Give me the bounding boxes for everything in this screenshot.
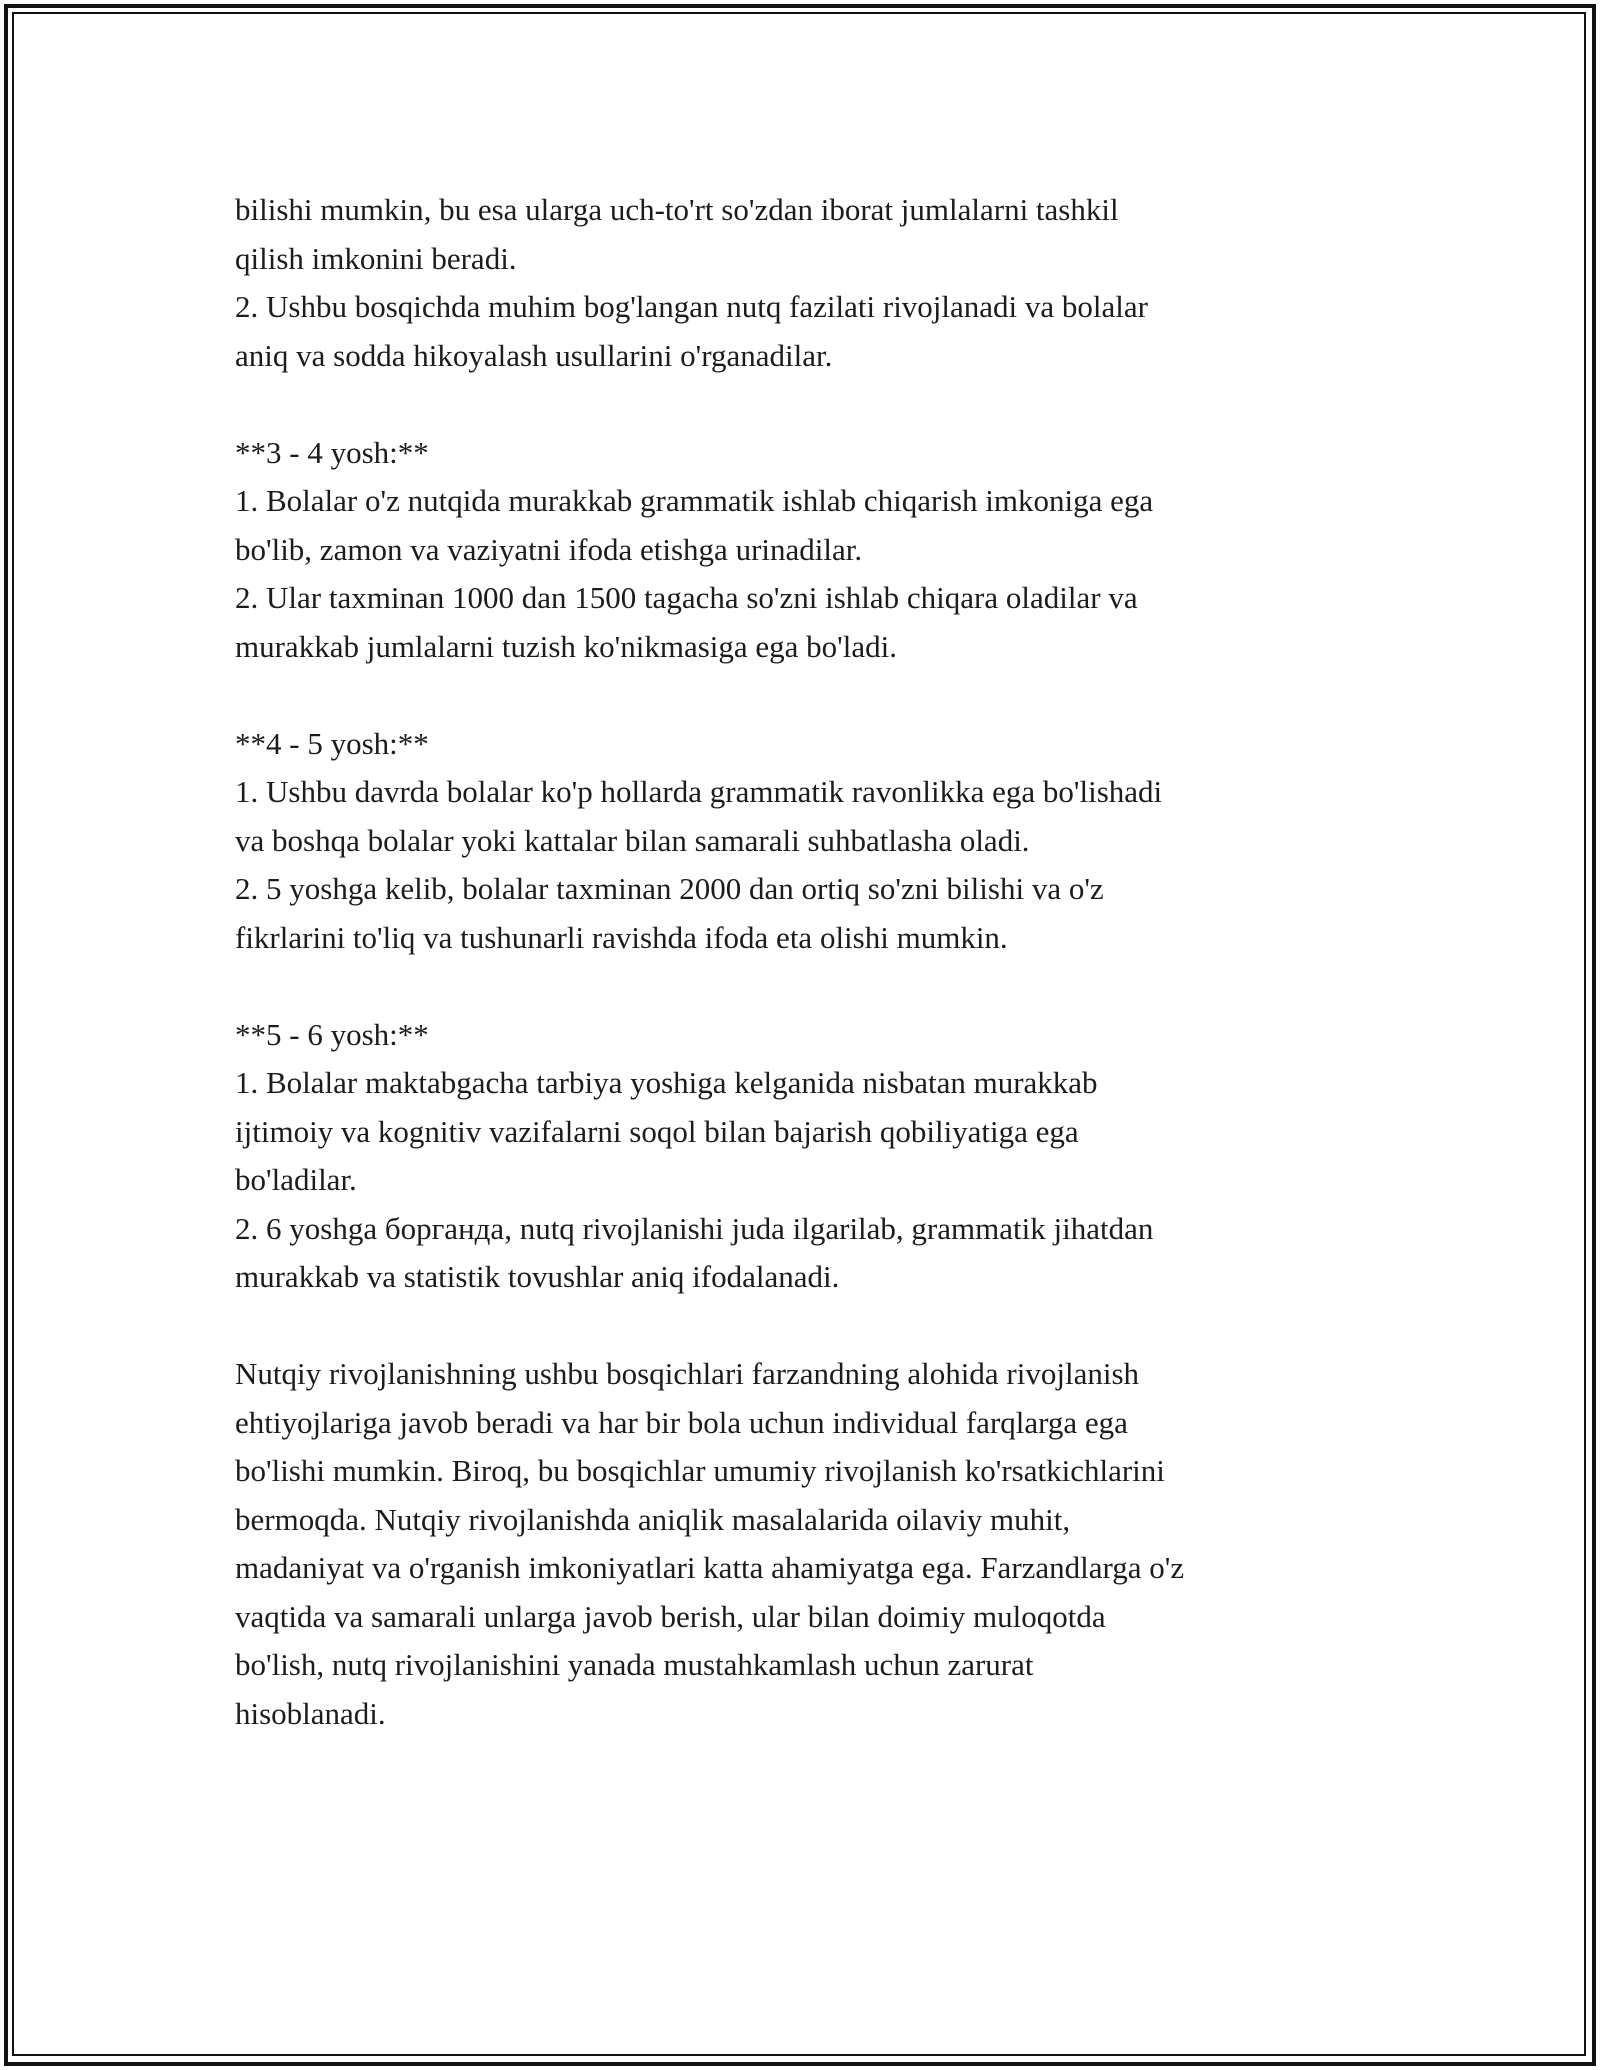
text-line: hisoblanadi. (235, 1695, 386, 1731)
text-line: bilishi mumkin, bu esa ularga uch-to'rt so'zdan iborat jumlalarni tashkil (235, 192, 1119, 227)
list-item-2: 2. Ular taxminan 1000 dan 1500 tagacha so'zni ishlab chiqara oladilar va (235, 580, 1138, 615)
text-line: bo'lishi mumkin. Biroq, bu bosqichlar umumiy rivojlanish ko'rsatkichlarini (235, 1453, 1165, 1488)
paragraph-intro (235, 186, 1375, 380)
text-line: qilish imkonini beradi. (235, 240, 517, 276)
text-line: bermoqda. Nutqiy rivojlanishda aniqlik masalalarida oilaviy muhit, (235, 1501, 1071, 1537)
list-item-1: 1. Bolalar maktabgacha tarbiya yoshiga kelganida nisbatan murakkab (235, 1065, 1098, 1100)
text-line: vaqtida va samarali unlarga javob berish, ular bilan doimiy muloqotda (235, 1598, 1106, 1634)
text-line: bo'lib, zamon va vaziyatni ifoda etishga urinadilar. (235, 531, 863, 567)
text-line: madaniyat va o'rganish imkoniyatlari katta ahamiyatga ega. Farzandlarga o'z (235, 1550, 1185, 1585)
list-item-2: 2. 6 yoshga борганда, nutq rivojlanishi juda ilgarilab, grammatik jihatdan (235, 1210, 1154, 1246)
list-item-1: 1. Ushbu davrda bolalar ko'p hollarda grammatik ravonlikka ega bo'lishadi (235, 774, 1163, 809)
text-line: va boshqa bolalar yoki kattalar bilan samarali suhbatlasha oladi. (235, 822, 1030, 858)
list-item-2: 2. Ushbu bosqichda muhim bog'langan nutq fazilati rivojlanadi va bolalar (235, 289, 1148, 324)
document-body (235, 186, 1375, 1738)
text-line: Nutqiy rivojlanishning ushbu bosqichlari farzandning alohida rivojlanish (235, 1356, 1140, 1391)
paragraph-spacer (235, 962, 1375, 1011)
text-line: fikrlarini to'liq va tushunarli ravishda ifoda eta olishi mumkin. (235, 919, 1008, 955)
section-5-6-yosh (235, 1011, 1375, 1302)
text-line: aniq va sodda hikoyalash usullarini o'rganadilar. (235, 337, 833, 373)
paragraph-spacer (235, 671, 1375, 720)
list-item-2: 2. 5 yoshga kelib, bolalar taxminan 2000 dan ortiq so'zni bilishi va o'z (235, 871, 1104, 906)
paragraph-conclusion (235, 1350, 1375, 1738)
section-heading: **3 - 4 yosh:** (235, 434, 429, 470)
section-4-5-yosh (235, 720, 1375, 963)
list-item-1: 1. Bolalar o'z nutqida murakkab grammatik ishlab chiqarish imkoniga ega (235, 483, 1154, 518)
paragraph-spacer (235, 1302, 1375, 1351)
section-heading: **4 - 5 yosh:** (235, 725, 429, 761)
section-3-4-yosh (235, 429, 1375, 672)
text-line: murakkab jumlalarni tuzish ko'nikmasiga ega bo'ladi. (235, 628, 898, 664)
section-heading: **5 - 6 yosh:** (235, 1016, 429, 1052)
text-line: bo'lish, nutq rivojlanishini yanada mustahkamlash uchun zarurat (235, 1647, 1034, 1682)
paragraph-spacer (235, 380, 1375, 429)
text-line: ehtiyojlariga javob beradi va har bir bola uchun individual farqlarga ega (235, 1404, 1128, 1440)
text-line: murakkab va statistik tovushlar aniq ifodalanadi. (235, 1259, 840, 1294)
text-line: bo'ladilar. (235, 1162, 357, 1197)
text-line: ijtimoiy va kognitiv vazifalarni soqol bilan bajarish qobiliyatiga ega (235, 1113, 1079, 1149)
